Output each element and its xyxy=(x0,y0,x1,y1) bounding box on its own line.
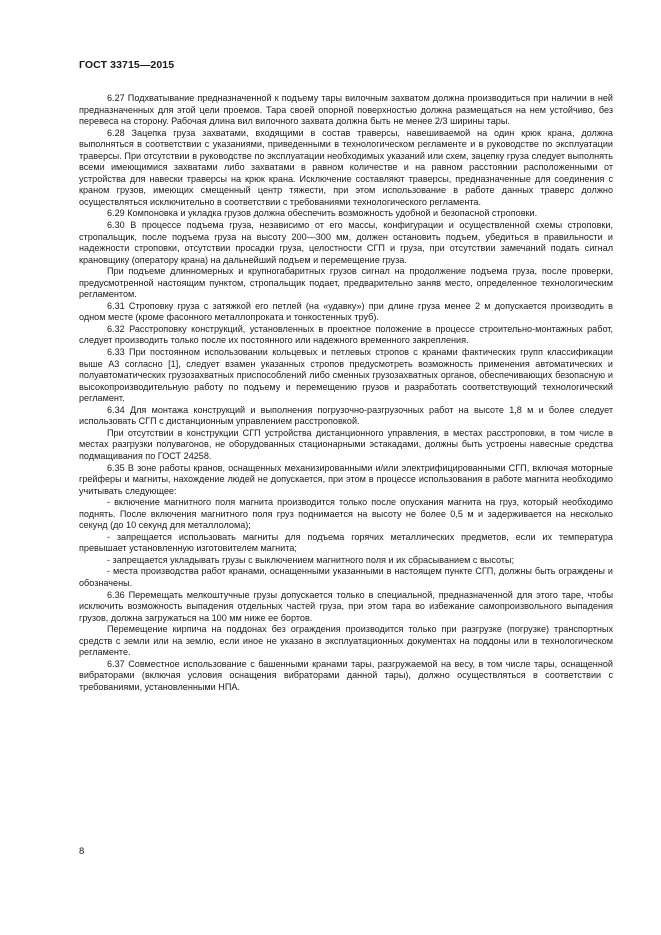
list-item: - включение магнитного поля магнита производится только после опускания магнита на груз, который необходимо поднять. После включения магнитного поля груз поднимается на высоту не более 0,5 м и задерживается на несколько секунд (до 10 секунд для металлолома); xyxy=(79,497,613,531)
page-number: 8 xyxy=(79,846,85,857)
paragraph-6-34: 6.34 Для монтажа конструкций и выполнения погрузочно-разгрузочных работ на высоте 1,8 м и более следует использовать СГП с дистанционным управлением расстроповкой. xyxy=(79,404,613,427)
list-item: - запрещается укладывать грузы с выключением магнитного поля и их сбрасыванием с высоты; xyxy=(107,554,515,565)
paragraph-6-30: 6.30 В процессе подъема груза, независимо от его массы, конфигурации и осуществленной схемы строповки, стропальщик, после подъема груза на высоту 200—300 мм, должен остановить подъем, убедиться в правильности и надежности строповки, отсутствии просадки груза, целостности СГП и груза, при отсутствии замечаний подать сигнал крановщику (оператору крана) на дальнейший подъем и перемещение груза. xyxy=(79,220,613,265)
paragraph-6-37: 6.37 Совместное использование с башенными кранами тары, разгружаемой на весу, в том числе тары, оснащенной вибраторами (включая условия оснащения вибраторами данной тары), должно осуществляться в соответствии с требованиями, установленными НПА. xyxy=(79,658,613,692)
paragraph-6-30-continued: При подъеме длинномерных и крупногабаритных грузов сигнал на продолжение подъема груза, после проверки, предусмотренной настоящим пунктом, стропальщик подает, предварительно заняв место, определенное технологическим регламентом. xyxy=(79,266,613,300)
paragraph-6-31: 6.31 Строповку груза с затяжкой его петлей (на «удавку») при длине груза менее 2 м допускается производить в одном месте (кроме фасонного металлопроката и тонкостенных труб). xyxy=(79,300,613,323)
paragraph-6-28: 6.28 Зацепка груза захватами, входящими в состав траверсы, навешиваемой на один крюк крана, должна выполняться в соответствии с указаниями, приведенными в технологическом регламенте и в руководстве по эксплуатации траверсы. При отсутствии в руководстве по эксплуатации необходимых указаний или схем, зацепку груза следует выполнять всеми имеющимися захватами либо захватами в равном количестве и на равном расстоянии расположенными от устройства для навески траверсы на крюк крана. Исключение составляют траверсы, предназначенные для соединения с краном грузов, имеющих смещенный центр тяжести, при этом использование в работе данных траверс должно осуществляться исключительно в соответствии с требованиями технологического регламента. xyxy=(79,127,613,207)
paragraph-6-32: 6.32 Расстроповку конструкций, установленных в проектное положение в процессе строительно-монтажных работ, следует производить только после их постоянного или надежного временного закрепления. xyxy=(79,323,613,346)
paragraph-6-36: 6.36 Перемещать мелкоштучные грузы допускается только в специальной, предназначенной для этого таре, чтобы исключить возможность выпадения отдельных частей груза, при этом тара во избежание самопроизвольного выпадения грузов, должна загружаться на 100 мм ниже ее бортов. xyxy=(79,589,613,623)
list-item: - места производства работ кранами, оснащенными указанными в настоящем пункте СГП, должны быть ограждены и обозначены. xyxy=(79,566,613,588)
paragraph-6-36-continued: Перемещение кирпича на поддонах без ограждения производится только при разгрузке (погрузке) транспортных средств с земли или на землю, если иное не указано в эксплуатационных документах на поддоны или в технологическом регламенте. xyxy=(79,624,613,658)
standard-header: ГОСТ 33715—2015 xyxy=(79,59,175,71)
paragraph-6-29: 6.29 Компоновка и укладка грузов должна обеспечить возможность удобной и безопасной строповки. xyxy=(107,208,538,219)
list-item: - запрещается использовать магниты для подъема горячих металлических предметов, если их температура превышает установленную изготовителем магнита; xyxy=(79,531,613,554)
paragraph-6-33: 6.33 При постоянном использовании кольцевых и петлевых стропов с кранами фактических групп классификации выше А3 согласно [1], следует взамен указанных стропов предусмотреть возможность применения автоматических и полуавтоматических грузозахватных приспособлений либо сменных грузозахватных органов, обеспечивающих безопасную и высокопроизводительную работу по подъему и перемещению грузов и разработать соответствующий технологический регламент. xyxy=(79,347,613,404)
paragraph-6-34-continued: При отсутствии в конструкции СГП устройства дистанционного управления, в местах расстроповки, в том числе в местах разгрузки полувагонов, не оборудованных стационарными эстакадами, должны быть устроены навесные средства подмащивания по ГОСТ 24258. xyxy=(79,427,613,461)
document-body xyxy=(79,93,613,693)
paragraph-6-27: 6.27 Подхватывание предназначенной к подъему тары вилочным захватом должна производиться при наличии в ней предназначенных для этой цели проемов. Тара своей опорной поверхностью должна размещаться на нем устойчиво, без перевеса на сторону. Рабочая длина вил вилочного захвата должна быть не менее 2/3 ширины тары. xyxy=(79,93,613,127)
paragraph-6-35: 6.35 В зоне работы кранов, оснащенных механизированными и/или электрифицированными СГП, включая моторные грейферы и магниты, нахождение людей не допускается, при этом в процессе использования в работе магнита необходимо учитывать следующее: xyxy=(79,462,613,496)
